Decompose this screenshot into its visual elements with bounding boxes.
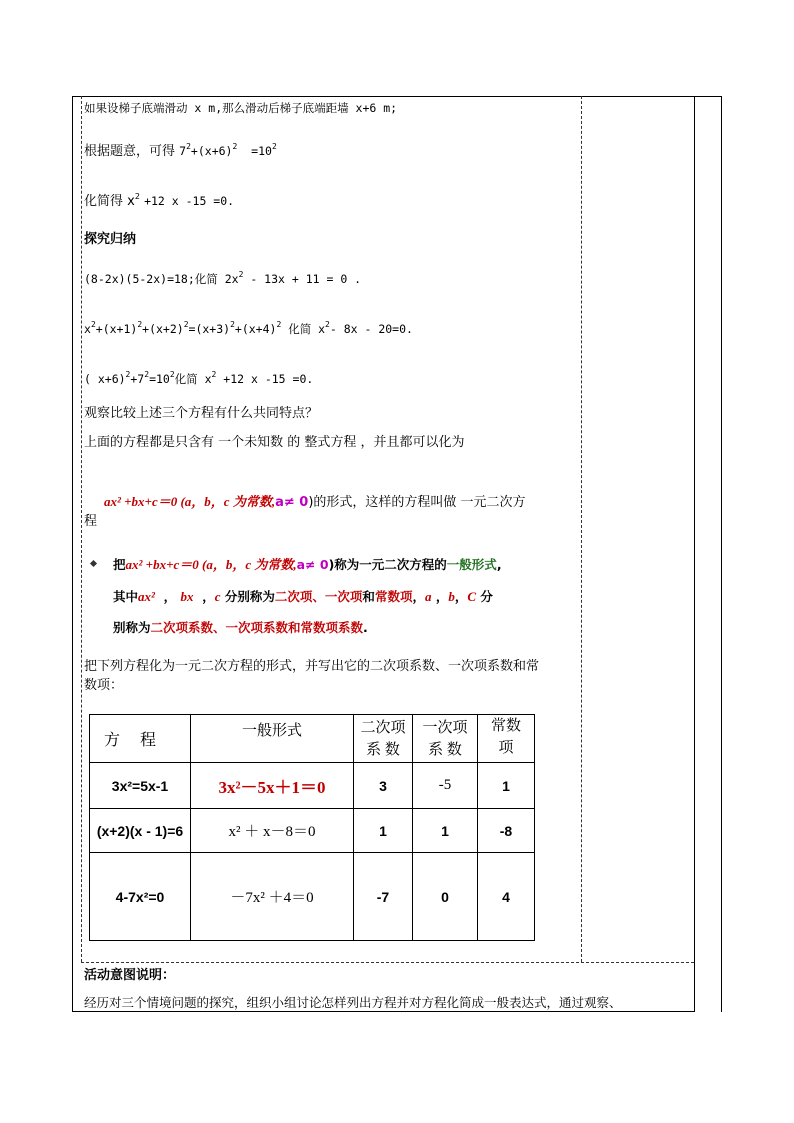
activity-intent-text: 经历对三个情境问题的探究，组织小组讨论怎样列出方程并对方程化简成一般表达式，通过观察、 xyxy=(84,995,622,1010)
text-line-6: $x^2+(x+1)^2+(x+2)^2=(x+3)^2+(x+4)^2$ 化简 $x^2-$ 8x - 20=0. xyxy=(84,320,413,336)
content-left-dashed xyxy=(81,96,82,962)
text-line-1: 如果设梯子底端滑动 x m,那么滑动后梯子底端距墙 x+6 m; xyxy=(84,101,398,115)
row1-b: -5 xyxy=(413,763,478,809)
row2-a: 1 xyxy=(354,809,413,853)
frame-left-line xyxy=(72,96,73,1012)
frame-right-line-2 xyxy=(721,96,722,1012)
row2-equation: (x+2)(x - 1)=6 xyxy=(90,809,191,853)
row3-a: -7 xyxy=(354,853,413,941)
table-row xyxy=(90,809,535,853)
frame-bottom-line xyxy=(72,1011,695,1012)
equation-table xyxy=(89,714,535,941)
table-row xyxy=(90,763,535,809)
row2-b: 1 xyxy=(413,809,478,853)
header-equation: 方程 xyxy=(90,715,191,763)
text-line-5: (8-2x)(5-2x)=18;化简 $2x^2 - 13x + 11 = 0$ . xyxy=(84,270,362,286)
definition-line-cont: 程 xyxy=(84,514,98,529)
text-line-3: 化简得 $x^2 +12$ x -15 =0. xyxy=(84,192,235,209)
text-line-8: 观察比较上述三个方程有什么共同特点？ xyxy=(84,406,319,421)
instruction-line-2: 数项： xyxy=(84,678,124,693)
line2-label: 根据题意，可得 xyxy=(84,144,176,159)
header-a-coef: 二次项 系 数 xyxy=(354,715,413,763)
header-general-form: 一般形式 xyxy=(191,715,354,763)
frame-top-line xyxy=(72,96,722,97)
row2-c: -8 xyxy=(478,809,535,853)
row3-b: 0 xyxy=(413,853,478,941)
general-form-red: ax² +bx+c＝0 (a，b，c 为常数, xyxy=(104,494,276,509)
bullet-line-2: 其中ax² ， bx ，c 分别称为二次项、一次项和常数项，a ，b，C 分 xyxy=(113,589,493,604)
line2-equation: $7^2+(x+6)^2 =10^2$ xyxy=(179,142,277,158)
row3-general: －7x² ＋4＝0 xyxy=(191,853,354,941)
text-line-9: 上面的方程都是只含有 一个未知数 的 整式方程 ，并且都可以化为 xyxy=(84,435,465,450)
row2-general: x² ＋ x－8＝0 xyxy=(191,809,354,853)
text-line-2 xyxy=(84,142,277,160)
frame-right-line-1 xyxy=(694,96,695,1012)
row3-equation: 4-7x²=0 xyxy=(90,853,191,941)
header-b-coef: 一次项 系 数 xyxy=(413,715,478,763)
content-right-dashed xyxy=(581,96,582,962)
row1-c: 1 xyxy=(478,763,535,809)
heading-explore: 探究归纳 xyxy=(84,232,137,247)
instruction-line-1: 把下列方程化为一元二次方程的形式，并写出它的二次项系数、一次项系数和常 xyxy=(84,659,540,674)
definition-line: ax² +bx+c＝0 (a，b，c 为常数,a≠ 0)的形式，这样的方程叫做 一元二次方 xyxy=(104,494,526,510)
text-line-7: ( $x+6)^2+7^2=10^2$化简 $x^2 +12$ x -15 =0. xyxy=(84,370,314,386)
activity-intent-title: 活动意图说明： xyxy=(84,968,176,983)
bullet-line-1: 把ax² +bx+c＝0 (a，b，c 为常数,a≠ 0)称为一元二次方程的一般形式, xyxy=(113,557,502,572)
row1-equation: 3x²=5x-1 xyxy=(90,763,191,809)
a-nonzero: a≠ 0 xyxy=(275,495,309,510)
row3-c: 4 xyxy=(478,853,535,941)
section-divider xyxy=(81,962,694,963)
row1-a: 3 xyxy=(354,763,413,809)
bullet-line-3: 别称为二次项系数、一次项系数和常数项系数. xyxy=(113,620,368,635)
table-header-row xyxy=(90,715,535,763)
row1-general: 3x²－5x＋1＝0 xyxy=(191,763,354,809)
header-c-const: 常数 项 xyxy=(478,715,535,763)
table-row xyxy=(90,853,535,941)
